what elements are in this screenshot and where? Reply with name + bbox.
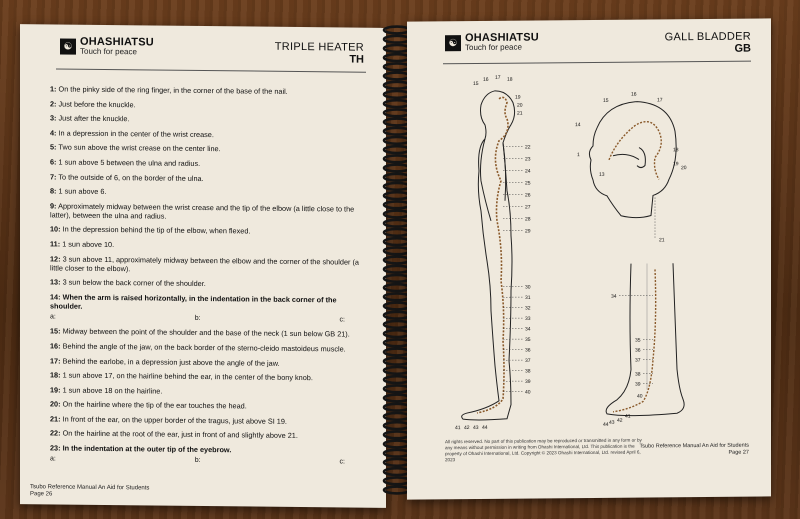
- point-label: 16: [631, 91, 637, 98]
- point-number: 15:: [50, 326, 61, 336]
- point-label: 23: [525, 156, 531, 163]
- point-description: 3 sun above 11, approximately midway between the elbow and the corner of the shoulder (a little closer to the elbow).: [50, 254, 359, 273]
- point-label: 21: [659, 237, 665, 244]
- point-item: [50, 341, 365, 353]
- point-description: In a depression in the center of the wrist crease.: [58, 128, 214, 139]
- logo: [60, 37, 154, 58]
- point-label: 17: [657, 97, 663, 104]
- point-label: 42: [617, 417, 623, 424]
- point-label: 32: [525, 305, 531, 312]
- point-label: 30: [525, 284, 531, 291]
- sub-point-label: c:: [339, 458, 345, 466]
- point-description: Approximately midway between the wrist crease and the tip of the elbow (a little close to the latter), between the ulna and radius.: [50, 201, 355, 221]
- right-page: [407, 18, 771, 499]
- logo-icon: ☯: [60, 39, 76, 55]
- point-number: 11:: [50, 239, 61, 249]
- sub-point-row: [50, 454, 365, 466]
- point-number: 8:: [50, 186, 57, 196]
- point-item: [50, 157, 365, 169]
- point-label: 33: [525, 316, 531, 323]
- leg-figure: [606, 263, 684, 416]
- point-label: 19: [673, 161, 679, 168]
- logo-tagline: Touch for peace: [465, 42, 522, 53]
- point-number: 16:: [50, 341, 61, 351]
- meridian-title: GALL BLADDER: [664, 30, 751, 44]
- point-label: 15: [603, 97, 609, 104]
- sub-point-label: b:: [194, 314, 201, 322]
- point-number: 10:: [50, 224, 61, 234]
- point-label: 28: [525, 216, 531, 223]
- meridian-code: GB: [734, 42, 751, 55]
- logo-icon: ☯: [445, 35, 461, 51]
- point-item: [50, 128, 365, 140]
- sub-point-label: a:: [50, 455, 56, 463]
- point-label: 20: [681, 165, 687, 172]
- point-number: 5:: [50, 142, 57, 152]
- head-meridian-line: [609, 122, 661, 180]
- point-number: 3:: [50, 113, 57, 123]
- point-label: 18: [507, 76, 513, 83]
- point-label: 39: [525, 379, 531, 386]
- point-label: 34: [525, 326, 531, 333]
- point-item: [50, 143, 365, 155]
- point-label: 43: [609, 419, 615, 426]
- point-item: [50, 278, 365, 290]
- point-number: 21:: [50, 414, 61, 424]
- point-number: 22:: [50, 428, 61, 438]
- point-description: When the arm is raised horizontally, in the indentation in the back corner of the shoulder.: [50, 292, 337, 311]
- point-description: Midway between the point of the shoulder and the base of the neck (1 sun below GB 21).: [62, 326, 350, 339]
- point-description: Behind the earlobe, in a depression just above the angle of the jaw.: [62, 356, 280, 368]
- point-description: In the depression behind the tip of the elbow, when flexed.: [62, 224, 251, 236]
- left-page: [20, 24, 386, 508]
- point-description: On the hairline where the tip of the ear touches the head.: [62, 399, 247, 411]
- point-label: 36: [635, 347, 641, 354]
- sub-point-label: b:: [194, 456, 201, 465]
- point-label: 1: [577, 152, 580, 159]
- point-label: 37: [635, 357, 641, 364]
- logo-tagline: Touch for peace: [80, 46, 137, 57]
- gall-bladder-diagram: [407, 18, 771, 499]
- point-label: 26: [525, 192, 531, 199]
- point-item: [50, 292, 365, 324]
- point-label: 41: [455, 425, 461, 432]
- point-label: 35: [635, 337, 641, 344]
- point-label: 40: [637, 393, 643, 400]
- point-label: 31: [525, 295, 531, 302]
- meridian-title: TRIPLE HEATER: [274, 40, 364, 54]
- point-label: 37: [525, 358, 531, 365]
- point-number: 17:: [50, 355, 61, 366]
- point-label: 44: [482, 424, 488, 431]
- point-number: 18:: [50, 370, 61, 380]
- point-item: [50, 84, 365, 96]
- point-description: On the pinky side of the ring finger, in the corner of the base of the nail.: [58, 84, 288, 96]
- head-figure: [589, 101, 676, 218]
- point-label: 41: [625, 413, 631, 420]
- point-item: [50, 254, 365, 275]
- point-item: [50, 370, 365, 382]
- point-number: 9:: [50, 201, 57, 211]
- point-label: 44: [603, 421, 609, 428]
- point-number: 1:: [50, 84, 57, 94]
- point-item: [50, 385, 365, 397]
- point-description: 1 sun above 10.: [62, 239, 115, 250]
- point-description: Two sun above the wrist crease on the center line.: [58, 142, 221, 154]
- logo-name: OHASHIATSU: [465, 31, 539, 45]
- point-description: 3 sun below the back corner of the shoulder.: [62, 277, 206, 289]
- point-description: To the outside of 6, on the border of the ulna.: [58, 172, 204, 183]
- sub-point-label: a:: [50, 313, 56, 321]
- page-footer: [30, 484, 149, 499]
- point-description: On the hairline at the root of the ear, just in front of and slightly above 21.: [62, 428, 298, 441]
- point-item: [50, 187, 365, 199]
- logo-name: OHASHIATSU: [80, 35, 154, 49]
- point-item: [50, 239, 365, 251]
- point-number: 12:: [50, 253, 61, 264]
- point-item: [50, 327, 365, 339]
- point-number: 23:: [50, 443, 61, 453]
- point-description: Behind the angle of the jaw, on the back border of the sterno-cleido mastoideus muscle.: [62, 341, 346, 354]
- point-label: 13: [599, 171, 605, 178]
- point-label: 38: [525, 368, 531, 375]
- meridian-code: TH: [349, 53, 364, 66]
- point-label: 20: [517, 102, 523, 109]
- sub-point-label: c:: [339, 316, 345, 324]
- point-description: 1 sun above 18 on the hairline.: [62, 385, 163, 396]
- point-number: 14:: [50, 292, 61, 302]
- header-divider: [56, 68, 366, 72]
- point-label: 42: [464, 425, 470, 432]
- point-label: 25: [525, 180, 531, 187]
- point-label: 24: [525, 168, 531, 175]
- point-description: Just before the knuckle.: [58, 99, 136, 109]
- point-label: 21: [517, 110, 523, 117]
- point-item: [50, 356, 365, 368]
- point-label: 18: [673, 147, 679, 154]
- point-item: [50, 172, 365, 184]
- point-number: 4:: [50, 128, 57, 138]
- point-description: 1 sun above 6.: [58, 186, 107, 197]
- point-label: 17: [495, 74, 501, 81]
- point-label: 27: [525, 204, 531, 211]
- point-label: 29: [525, 228, 531, 235]
- point-label: 16: [483, 76, 489, 83]
- point-item: [50, 400, 365, 412]
- point-description: In front of the ear, on the upper border of the tragus, just above SI 19.: [62, 414, 287, 426]
- point-number: 6:: [50, 157, 57, 167]
- point-number: 20:: [50, 399, 61, 409]
- point-number: 7:: [50, 171, 57, 182]
- point-label: 36: [525, 347, 531, 354]
- point-label: 38: [635, 371, 641, 378]
- point-label: 34: [611, 293, 617, 300]
- footer-page-number: Page 26: [30, 491, 53, 498]
- point-description: In the indentation at the outer tip of the eyebrow.: [62, 443, 232, 455]
- point-item: [50, 201, 365, 222]
- point-label: 40: [525, 389, 531, 396]
- point-item: [50, 414, 365, 426]
- point-item: [50, 225, 365, 237]
- point-item: [50, 114, 365, 126]
- point-description: 1 sun above 17, on the hairline behind the ear, in the center of the bony knob.: [62, 370, 313, 383]
- point-label: 43: [473, 424, 479, 432]
- point-label: 14: [575, 122, 581, 129]
- sub-point-row: [50, 312, 365, 324]
- point-label: 22: [525, 144, 531, 151]
- point-item: [50, 429, 365, 441]
- point-item: [50, 99, 365, 111]
- point-description: Just after the knuckle.: [58, 113, 130, 124]
- point-description: 1 sun above 5 between the ulna and radius.: [58, 157, 201, 168]
- point-number: 2:: [50, 98, 57, 109]
- point-label: 19: [515, 94, 521, 101]
- footer-page-number: Page 27: [728, 449, 749, 456]
- footer-manual-title: Tsubo Reference Manual An Aid for Students: [30, 484, 150, 492]
- point-label: 15: [473, 80, 479, 88]
- point-label: 39: [635, 381, 641, 388]
- point-item: [50, 443, 365, 466]
- point-number: 19:: [50, 385, 61, 395]
- page-footer: [640, 443, 749, 458]
- copyright-notice: All rights reserved. No part of this publication may be reproduced or transmitted in any form or by any means without permission in writing from Ohashi International, Ltd. This publication is the property of Ohashi International, Ltd. Copyright © 2023 Ohashi International, Ltd. revised April 6, 2023: [445, 437, 642, 463]
- point-list: [50, 84, 365, 472]
- footer-manual-title: Tsubo Reference Manual An Aid for Students: [639, 442, 749, 450]
- point-number: 13:: [50, 277, 61, 287]
- point-label: 35: [525, 337, 531, 344]
